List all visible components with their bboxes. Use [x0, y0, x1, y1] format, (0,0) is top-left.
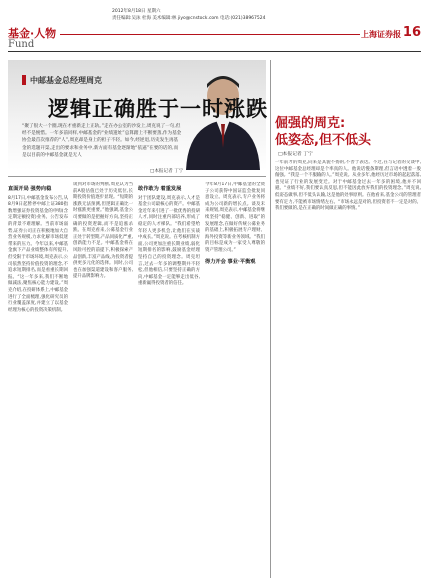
column-divider — [270, 60, 271, 578]
subhead-1: 直面开局 强势向稳 — [8, 186, 52, 192]
page-number: 16 — [402, 25, 421, 40]
article-column-2 — [73, 182, 133, 578]
subhead-2: 敢作敢为 着重发展 — [138, 186, 182, 192]
article-column-3 — [138, 182, 200, 578]
section-divider — [8, 176, 266, 177]
header-rule — [60, 34, 360, 35]
column-2-text: 谈到对市场的判断,周克认为当前A股估值已处于历史低位,长期投资价值逐步显现。“短期的涨跌无法预测,但逻辑正确比一时涨跌更重要。”他强调,基金公司要做的是把握好方向,坚持正确的投资逻辑,而不是追涨杀跌。在周克看来,公募基金行业正处于转型期,产品同质化严重,创新能力不足。中邮基金将在风险可控的前提下,积极探索产品创新,丰富产品线,为投资者提供更多元化的选择。同时,公司也在加强渠道建设和客户服务,提升品牌影响力。 — [73, 182, 133, 280]
column-3-text: 对于团队建设,周克表示,人才是基金公司最核心的资产。中邮基金近年来引进了一批优秀的投研人才,同时注重内部培养,形成了稳定的人才梯队。“我们希望给年轻人更多机会,让他们在实战中成长。”周克说。在考核机制方面,公司更加注重长期业绩,弱化短期排名的影响,鼓励基金经理坚持自己的投资理念。周克坦言,过去一年多的调整期并不轻松,但他相信,只要坚持正确的方向,中邮基金一定能够走出低谷,重新赢得投资者的信任。 — [138, 195, 200, 287]
section-subtitle: Fund — [8, 39, 35, 50]
newspaper-name: 上海证券报 — [361, 30, 401, 39]
sidebar-byline: □本报记者 丁宁 — [278, 152, 313, 157]
article-column-4 — [205, 182, 265, 578]
article-author: □本报记者 丁宁 — [150, 169, 184, 174]
header-meta — [112, 8, 266, 22]
header-editors: 责任编辑:吴泳 杜海 美术编辑:林 jiyo@cnstock.com 电话:(021)38967524 — [112, 16, 266, 21]
sidebar-title-line-2: 低姿态,但不低头 — [275, 133, 371, 148]
article-headline: 逻辑正确胜于一时涨跌 — [48, 97, 268, 121]
column-1-text: 8月17日,中邮基金发布公告,从8月9日起暂停中邮上证380指数增强证券投资基金的申购(含定期定额投资)业务。公告发布的背景不难理解。当前市场弱势,证券公司正在积极地加大自营业务规模,力求化解市场低迷带来的压力。今年以来,中邮基金旗下产品业绩整体有所提升,但受限于市场环境,周克表示,公司依然坚持价值投资的理念,不追求短期排名,而是看重长期回报。“这一年多来,我们不断地做减法,聚焦核心能力建设。”周克介绍,在投研体系上,中邮基金进行了全面梳理,强化研究员的行业覆盖深度,并建立了以基金经理为核心的投资决策机制。 — [8, 195, 68, 313]
article-lead: “聚了很大一个圈,现在才重新走上正轨。”走在办公室的沙发上,周克说了一句,但经不是惋惜。一年多前同样,中邮基金的“业绩遗址”总算踏上不断要蒸,作为基金协会最首次推荐的“人”,周克却是身上的担子不轻。如今,经逆退,历史发生再基金的选题开渠,走出的要求和业务中,新方面有基金逐渐地“依逼”在要的话的,而是以目前的中邮基金就是无人 — [22, 124, 182, 158]
sidebar-title-line-1: 倔强的周克: — [275, 116, 346, 131]
subhead-3: 得力开会 事业·平衡观 — [205, 258, 256, 265]
article-column-1 — [8, 182, 68, 578]
column-4-text: 今年8月17日,中邮基金的全资子公司获得中国证监会批复同意设立。周克表示,专户业务将成为公司新的增长点。谈及未来规划,周克表示,中邮基金将继续坚持“稳健、创新、进取”的发展理念,在做好传统公募业务的基础上,积极拓展专户理财、海外投资等新业务领域。“我们的目标是成为一家受人尊敬的资产管理公司。” — [205, 182, 265, 253]
sidebar-text: 一年前才的周克,向来是其貌不扬的,不善于表达。不过,在与记者的交谈中,这位中邮基金总经理却是个率真的人。他说话慢条斯理,但言语中透着一股倔强。“我是一个不服输的人。”周克说。从业多年,他经历过市场的起起落落,也见证了行业的发展变迁。对于中邮基金过去一年多的困境,他并不回避。“业绩不好,我们要认真反思,但不能因此放弃我们的投资理念。”周克说,低姿态做事,但不低头认输,这是他的处事原则。在他看来,基金公司的管理者要有定力,不能被市场情绪左右。“市场永远是对的,但投资者不一定是对的。我们要做的,是在正确的时间做正确的事情。” — [275, 160, 421, 212]
section-title: 基金·人物 — [8, 27, 57, 40]
sidebar-title — [275, 115, 371, 149]
header-bottom-rule — [8, 51, 421, 52]
header-date: 2012年8月18日 星期六 — [112, 9, 161, 14]
article-kicker: 中邮基金总经理周克 — [30, 76, 102, 85]
page-header — [0, 0, 429, 52]
kicker-marker — [22, 75, 26, 85]
